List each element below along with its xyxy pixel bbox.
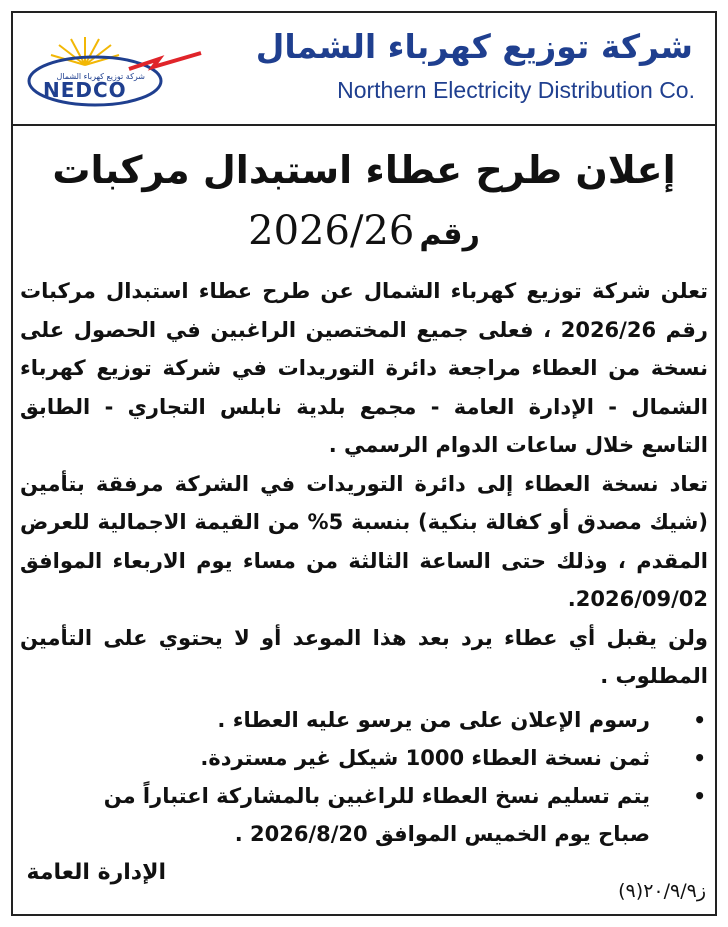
note-text: يتم تسليم نسخ العطاء للراغبين بالمشاركة اعتباراً من صباح يوم الخميس الموافق 2026/8/20 .: [103, 784, 650, 846]
note-text: رسوم الإعلان على من يرسو عليه العطاء .: [217, 708, 650, 732]
tender-number-label: رقم: [419, 217, 480, 252]
bullet-icon: •: [693, 784, 706, 808]
nedco-logo: [25, 29, 203, 107]
letterhead: [11, 11, 717, 111]
list-item: [60, 739, 706, 777]
company-name-arabic: شركة توزيع كهرباء الشمال: [255, 27, 693, 66]
paragraph-announcement: تعلن شركة توزيع كهرباء الشمال عن طرح عطاء استبدال مركبات رقم 2026/26 ، فعلى جميع المختصين الراغبين في الحصول على نسخة من العطاء مراجعة دائرة التوريدات في شركة توزيع كهرباء الشمال - الإدارة العامة - مجمع بلدية نابلس التجاري - الطابق التاسع خلال ساعات الدوام الرسمي .: [20, 279, 708, 457]
note-text: ثمن نسخة العطاء 1000 شيكل غير مستردة.: [200, 746, 650, 770]
tender-number-value: 2026/26: [248, 208, 415, 254]
list-item: [60, 701, 706, 739]
logo-wordmark: NEDCO: [43, 78, 127, 102]
reference-code: ز٢٠/٩/٩(٩): [618, 880, 706, 902]
signoff: الإدارة العامة: [26, 860, 166, 885]
paragraph-conditions: ولن يقبل أي عطاء يرد بعد هذا الموعد أو لا يحتوي على التأمين المطلوب .: [20, 625, 708, 688]
company-name-english: Northern Electricity Distribution Co.: [337, 77, 695, 103]
bullet-icon: •: [693, 708, 706, 732]
list-item: [60, 777, 706, 853]
logo-tagline: شركة توزيع كهرباء الشمال: [56, 72, 145, 81]
lightning-icon: [129, 53, 201, 69]
header-divider: [11, 124, 717, 126]
bullet-icon: •: [693, 746, 706, 770]
tender-number: [20, 208, 708, 254]
paragraph-submission: تعاد نسخة العطاء إلى دائرة التوريدات في الشركة مرفقة بتأمين (شيك مصدق أو كفالة بنكية) بنسبة 5% من القيمة الاجمالية للعرض المقدم ، وذلك حتى الساعة الثالثة من مساء يوم الاربعاء الموافق 2026/09/02.: [20, 471, 708, 611]
announcement-title: إعلان طرح عطاء استبدال مركبات: [52, 148, 676, 192]
notes-list: [60, 701, 706, 853]
announcement-body: [20, 272, 708, 696]
